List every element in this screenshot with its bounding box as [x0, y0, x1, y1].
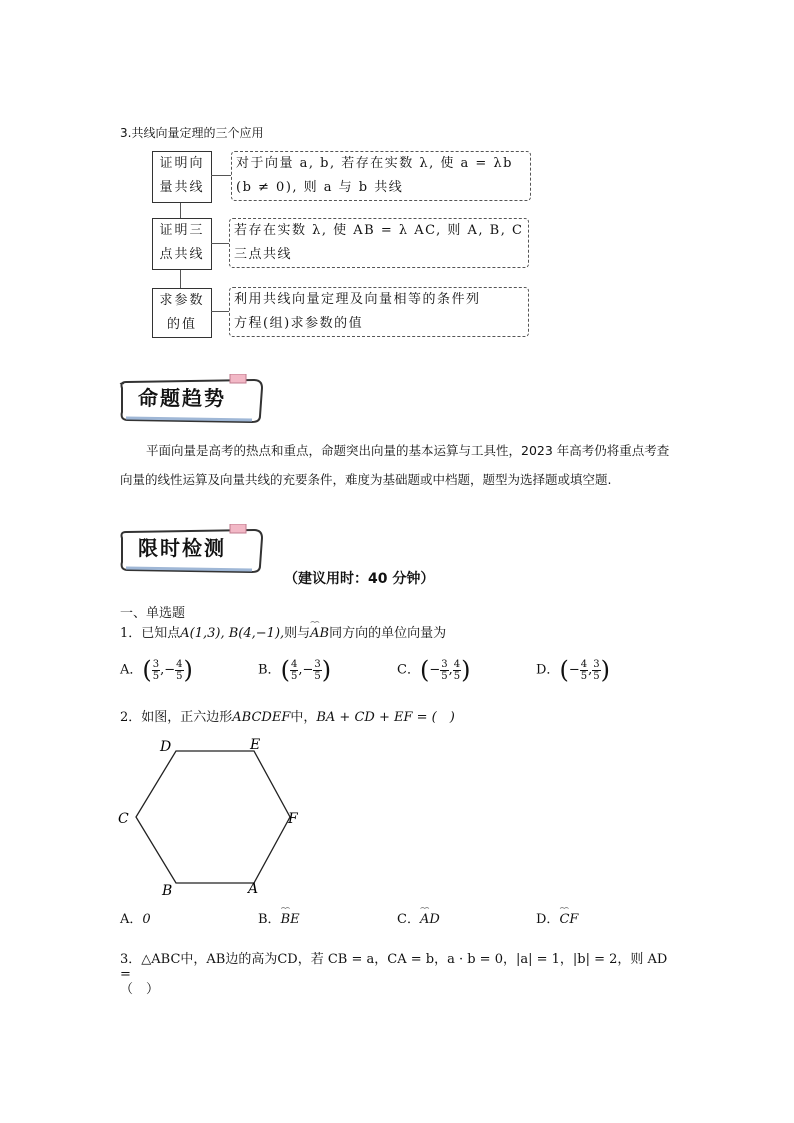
- q2-option-a[interactable]: [120, 908, 151, 927]
- connector-line: [211, 243, 231, 244]
- option-label: D．: [536, 662, 560, 678]
- option-value: ⌢⌢ BE: [281, 912, 300, 927]
- vertex-label-a: A: [248, 881, 259, 897]
- q1-option-b[interactable]: B．( $\frac{4}{5}$ ,− $\frac{3}{5}$ ): [258, 656, 332, 684]
- flow-right-text: 方程(组)求参数的值: [234, 316, 364, 331]
- sign: −: [568, 662, 580, 678]
- fraction: $\frac{3}{5}$: [314, 658, 321, 682]
- flow-right-text: 若存在实数 λ, 使 AB = λ AC, 则 A, B, C: [234, 223, 524, 238]
- q2-option-d[interactable]: [536, 908, 578, 927]
- flow-left-text: 点共线: [159, 247, 205, 262]
- option-label: C．: [397, 662, 420, 678]
- sign: −: [429, 662, 441, 678]
- flow-right-text: 对于向量 a, b, 若存在实数 λ, 使 a = λb: [236, 156, 513, 171]
- q2-option-b[interactable]: [258, 908, 300, 927]
- suggested-time: （建议用时：40 分钟）: [284, 571, 435, 587]
- connector-line: [180, 268, 181, 288]
- q1-text: 则与: [284, 626, 311, 641]
- question-1-stem: [120, 622, 446, 641]
- q2-hexagon-name: ABCDEF: [232, 710, 291, 725]
- section-title: 3.共线向量定理的三个应用: [120, 126, 264, 140]
- flow-left-text: 证明向: [159, 156, 205, 171]
- vertex-label-d: D: [160, 739, 172, 755]
- banner-title: 限时检测: [138, 536, 226, 560]
- flow-left-text: 量共线: [159, 180, 205, 195]
- q1-vector: ⌢⌢ AB: [310, 626, 329, 641]
- flow-left-box: [152, 288, 212, 338]
- section-banner: [118, 524, 266, 576]
- flow-right-box: [229, 287, 529, 337]
- q2-option-c[interactable]: [397, 908, 440, 927]
- option-value: ⌢⌢ CF: [559, 912, 578, 927]
- fraction: $\frac{3}{5}$: [441, 658, 448, 682]
- flow-right-text: 利用共线向量定理及向量相等的条件列: [234, 292, 481, 307]
- fraction: $\frac{4}{5}$: [290, 658, 298, 682]
- hexagon-figure: [112, 735, 312, 897]
- vertex-label-c: C: [118, 811, 129, 827]
- question-2-stem: [120, 706, 455, 725]
- q1-option-a[interactable]: A．( $\frac{3}{5}$ ,− $\frac{4}{5}$ ): [120, 656, 193, 684]
- fraction: $\frac{3}{5}$: [593, 658, 600, 682]
- fraction: $\frac{4}{5}$: [580, 658, 588, 682]
- flow-right-text: (b ≠ 0), 则 a 与 b 共线: [236, 180, 404, 195]
- option-label: D．: [536, 912, 560, 927]
- flow-left-text: 的值: [166, 317, 197, 332]
- separator: ,−: [298, 662, 314, 678]
- separator: ,: [448, 662, 453, 678]
- option-label: A．: [120, 912, 143, 927]
- option-label: A．: [120, 662, 143, 678]
- separator: ,−: [160, 662, 176, 678]
- option-label: B．: [258, 912, 281, 927]
- option-label: C．: [397, 912, 420, 927]
- banner-title: 命题趋势: [138, 386, 226, 410]
- hexagon-shape: [136, 751, 290, 883]
- option-value: ⌢⌢ AD: [420, 912, 440, 927]
- flow-left-text: 求参数: [159, 293, 205, 308]
- q1-text: 同方向的单位向量为: [329, 626, 447, 641]
- flow-right-text: 三点共线: [234, 247, 293, 262]
- flow-left-text: 证明三: [159, 223, 205, 238]
- part-heading: 一、单选题: [120, 606, 186, 621]
- flow-left-box: [152, 218, 212, 270]
- fraction: $\frac{4}{5}$: [453, 658, 461, 682]
- q1-points: A(1,3), B(4,−1),: [180, 626, 285, 641]
- q2-text: 2．如图，正六边形: [120, 710, 233, 725]
- section-banner: [118, 374, 266, 426]
- option-value: 0: [142, 912, 151, 927]
- q1-option-c[interactable]: C．(− $\frac{3}{5}$ , $\frac{4}{5}$ ): [397, 656, 471, 684]
- flow-right-box: [231, 151, 531, 201]
- separator: ,: [588, 662, 593, 678]
- connector-line: [211, 311, 231, 312]
- q2-text: 中，: [290, 710, 317, 725]
- vertex-label-e: E: [250, 737, 261, 753]
- option-label: B．: [258, 662, 281, 678]
- vertex-label-f: F: [288, 811, 298, 827]
- connector-line: [211, 175, 231, 176]
- q1-text: 1．已知点: [120, 626, 181, 641]
- vertex-label-b: B: [162, 883, 173, 897]
- trend-paragraph: 平面向量是高考的热点和重点，命题突出向量的基本运算与工具性，2023 年高考仍将重点考查向量的线性运算及向量共线的充要条件，难度为基础题或中档题，题型为选择题或填空题.: [120, 443, 670, 487]
- question-3-stem: 3．△ABC中，AB边的高为CD，若 CB = a，CA = b，a · b = 0，|a| = 1，|b| = 2，则 AD =: [120, 952, 668, 982]
- flow-left-box: [152, 151, 212, 203]
- flow-right-box: [229, 218, 529, 268]
- q1-option-d[interactable]: D．(− $\frac{4}{5}$ , $\frac{3}{5}$ ): [536, 656, 610, 684]
- fraction: $\frac{3}{5}$: [152, 658, 160, 682]
- question-3-answer-paren: （ ）: [120, 982, 160, 997]
- q2-expression: BA + CD + EF = ( ): [316, 710, 455, 725]
- fraction: $\frac{4}{5}$: [176, 658, 183, 682]
